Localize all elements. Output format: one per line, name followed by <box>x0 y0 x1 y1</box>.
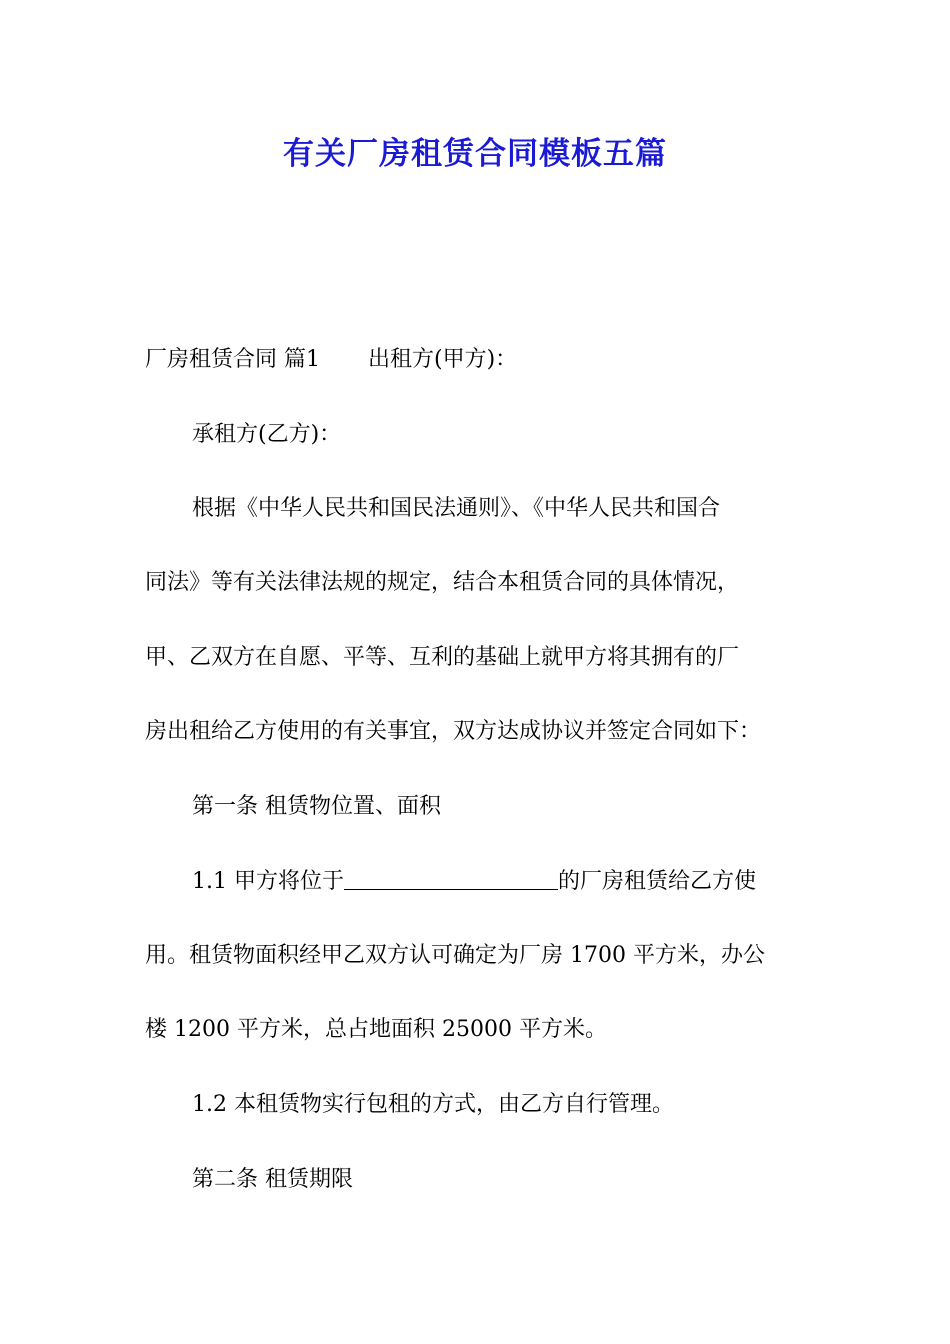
intro-line-4: 房出租给乙方使用的有关事宜，双方达成协议并签定合同如下： <box>145 719 762 744</box>
clause-1-1-line-3: 楼 1200 平方米，总占地面积 25000 平方米。 <box>145 1017 607 1042</box>
clause-1-1-prefix: 1.1 甲方将位于 <box>192 869 344 894</box>
clause-1-2: 1.2 本租赁物实行包租的方式，由乙方自行管理。 <box>192 1092 674 1117</box>
location-blank <box>344 867 558 890</box>
contract-part-label: 厂房租赁合同 篇1 <box>145 347 320 372</box>
clause-1-1-line-1 <box>192 867 756 897</box>
article-1-title: 第一条 租赁物位置、面积 <box>192 794 441 819</box>
document-title: 有关厂房租赁合同模板五篇 <box>283 136 667 172</box>
intro-line-3: 甲、乙双方在自愿、平等、互利的基础上就甲方将其拥有的厂 <box>145 645 740 670</box>
lessor-label: 出租方(甲方)： <box>368 347 518 372</box>
intro-line-1: 根据《中华人民共和国民法通则》、《中华人民共和国合 <box>192 496 721 521</box>
intro-line-2: 同法》等有关法律法规的规定，结合本租赁合同的具体情况， <box>145 570 740 595</box>
contract-heading-line <box>145 345 517 375</box>
article-2-title: 第二条 租赁期限 <box>192 1167 353 1192</box>
clause-1-1-line-2: 用。租赁物面积经甲乙双方认可确定为厂房 1700 平方米，办公 <box>145 943 765 968</box>
lessee-label: 承租方(乙方)： <box>192 422 342 447</box>
clause-1-1-suffix: 的厂房租赁给乙方使 <box>557 869 756 894</box>
